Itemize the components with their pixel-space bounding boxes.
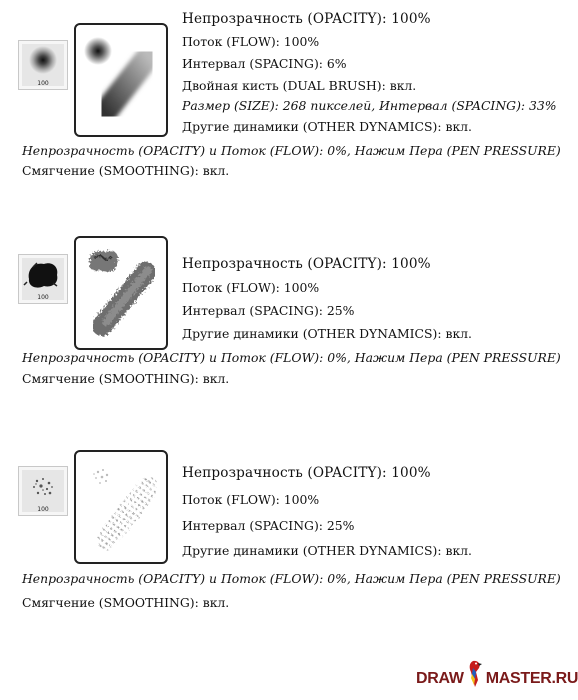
brush-stroke-icon bbox=[76, 238, 166, 348]
spacing-setting: Интервал (SPACING): 25% bbox=[182, 303, 355, 318]
brush-stroke-preview bbox=[74, 450, 168, 564]
preset-number: 100 bbox=[37, 294, 49, 301]
spacing-setting: Интервал (SPACING): 25% bbox=[182, 518, 355, 533]
brush-preset-thumbnail bbox=[18, 254, 68, 304]
soft-round-brush-tip-icon bbox=[19, 41, 67, 81]
scatter-brush-tip-icon bbox=[19, 467, 67, 507]
flow-setting: Поток (FLOW): 100% bbox=[182, 34, 320, 49]
opacity-setting: Непрозрачность (OPACITY): 100% bbox=[182, 11, 431, 27]
preset-number: 100 bbox=[37, 506, 49, 513]
dual-brush-size-setting: Размер (SIZE): 268 пикселей, Интервал (SPACING): 33% bbox=[182, 98, 557, 113]
other-dynamics-setting: Другие динамики (OTHER DYNAMICS): вкл. bbox=[182, 326, 472, 341]
dynamics-note: Непрозрачность (OPACITY) и Поток (FLOW): 0%, Нажим Пера (PEN PRESSURE) bbox=[22, 350, 561, 365]
spacing-setting: Интервал (SPACING): 6% bbox=[182, 56, 347, 71]
brush-preset-thumbnail bbox=[18, 466, 68, 516]
logo-text-master: MASTER.RU bbox=[485, 670, 578, 687]
opacity-setting: Непрозрачность (OPACITY): 100% bbox=[182, 465, 431, 481]
flow-setting: Поток (FLOW): 100% bbox=[182, 492, 320, 507]
dynamics-note: Непрозрачность (OPACITY) и Поток (FLOW): 0%, Нажим Пера (PEN PRESSURE) bbox=[22, 571, 561, 586]
chalk-brush-tip-icon bbox=[19, 255, 67, 295]
site-logo bbox=[416, 658, 578, 688]
other-dynamics-setting: Другие динамики (OTHER DYNAMICS): вкл. bbox=[182, 543, 472, 558]
brush-preset-thumbnail bbox=[18, 40, 68, 90]
brush-stroke-icon bbox=[76, 452, 166, 562]
logo-text-draw: DRAW bbox=[416, 670, 464, 687]
dual-brush-setting: Двойная кисть (DUAL BRUSH): вкл. bbox=[182, 78, 417, 93]
parrot-icon bbox=[465, 658, 485, 688]
other-dynamics-setting: Другие динамики (OTHER DYNAMICS): вкл. bbox=[182, 119, 472, 134]
brush-stroke-icon bbox=[76, 25, 166, 135]
smoothing-setting: Смягчение (SMOOTHING): вкл. bbox=[22, 595, 230, 610]
dynamics-note: Непрозрачность (OPACITY) и Поток (FLOW): 0%, Нажим Пера (PEN PRESSURE) bbox=[22, 143, 561, 158]
brush-stroke-preview bbox=[74, 23, 168, 137]
preset-number: 100 bbox=[37, 80, 49, 87]
smoothing-setting: Смягчение (SMOOTHING): вкл. bbox=[22, 371, 230, 386]
brush-stroke-preview bbox=[74, 236, 168, 350]
smoothing-setting: Смягчение (SMOOTHING): вкл. bbox=[22, 163, 230, 178]
flow-setting: Поток (FLOW): 100% bbox=[182, 280, 320, 295]
opacity-setting: Непрозрачность (OPACITY): 100% bbox=[182, 256, 431, 272]
